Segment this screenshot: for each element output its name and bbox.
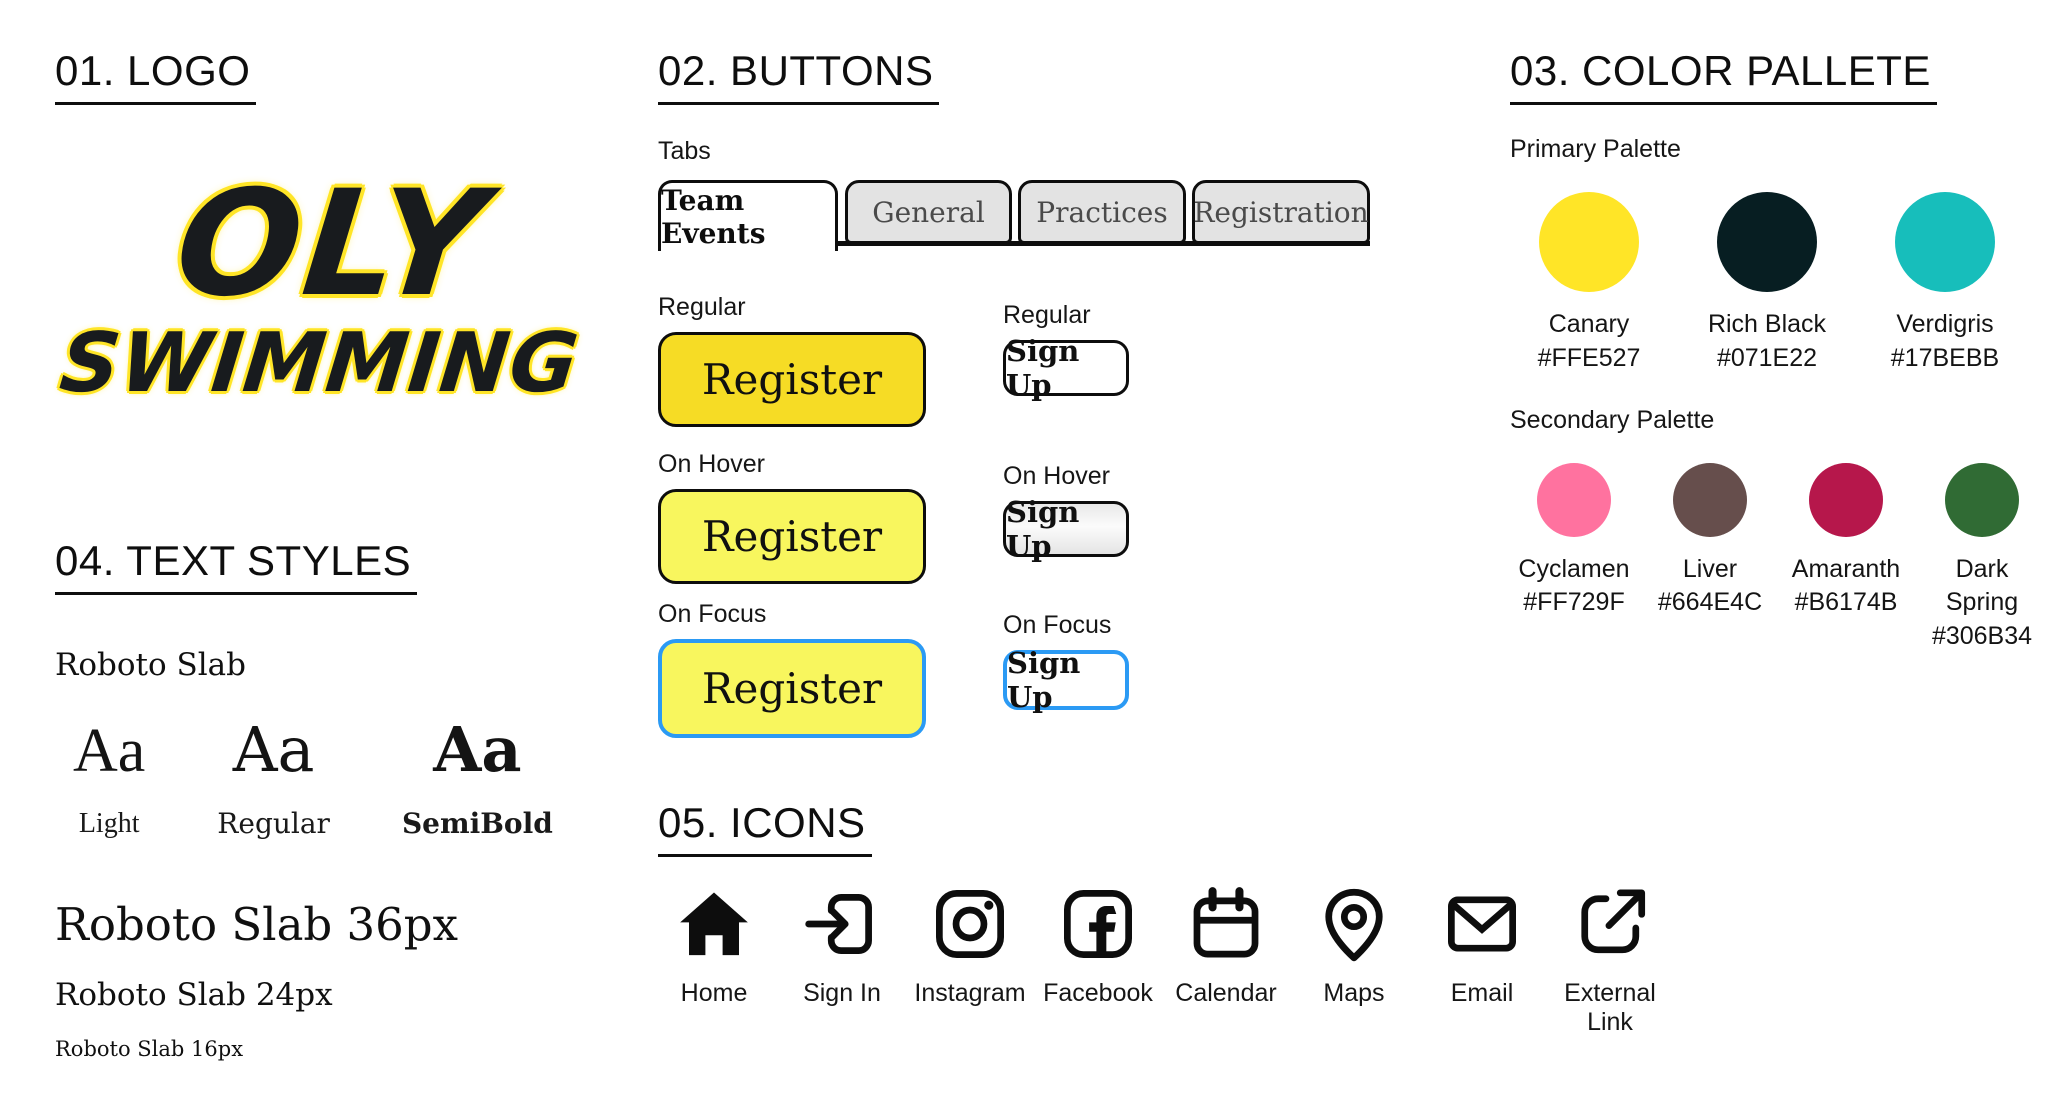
amaranth-color-dot: [1809, 463, 1883, 537]
swatch-canary: [1510, 192, 1668, 376]
icon-cell-external-link[interactable]: [1554, 881, 1666, 1037]
register-button-focus[interactable]: Register: [658, 639, 926, 738]
icon-cell-sign-in[interactable]: [786, 881, 898, 1008]
swatch-hex: #FF729F: [1523, 588, 1625, 617]
swatch-name: Liver: [1682, 554, 1738, 583]
verdigris-color-dot: [1895, 192, 1995, 292]
calendar-icon: [1183, 881, 1269, 967]
weight-sample-light: [73, 717, 146, 840]
type-size-36: Roboto Slab 36px: [55, 898, 458, 952]
icon-row: [658, 881, 1708, 1037]
icons-section: [658, 800, 1708, 1037]
cyclamen-color-dot: [1537, 463, 1611, 537]
swatch-verdigris: [1866, 192, 2024, 376]
instagram-icon: [927, 881, 1013, 967]
tab-practices[interactable]: Practices: [1018, 180, 1186, 244]
swatch-hex: #306B34: [1931, 622, 2033, 651]
weight-sample-regular: [217, 713, 330, 841]
icon-cell-maps[interactable]: [1298, 881, 1410, 1008]
external-link-icon: [1567, 881, 1653, 967]
icon-label: Facebook: [1043, 979, 1153, 1008]
font-weight-samples: [55, 713, 575, 841]
tab-general[interactable]: General: [845, 180, 1012, 244]
icon-label: Maps: [1323, 979, 1385, 1008]
icon-label: Sign In: [803, 979, 881, 1008]
icon-cell-instagram[interactable]: [914, 881, 1026, 1008]
signup-button-regular[interactable]: Sign Up: [1003, 340, 1129, 396]
logo-wordmark-oly: OLY: [168, 159, 496, 330]
liver-color-dot: [1673, 463, 1747, 537]
secondary-palette-label: Secondary Palette: [1510, 405, 1715, 434]
register-button-hover[interactable]: Register: [658, 489, 926, 584]
swatch-dark-spring: [1918, 463, 2046, 654]
dark-spring-color-dot: [1945, 463, 2019, 537]
register-button-regular[interactable]: Register: [658, 332, 926, 427]
email-icon: [1439, 881, 1525, 967]
swatch-liver: [1646, 463, 1774, 654]
tab-registration[interactable]: Registration: [1192, 180, 1370, 244]
weight-label: Light: [78, 808, 140, 840]
rich-black-color-dot: [1717, 192, 1817, 292]
canary-color-dot: [1539, 192, 1639, 292]
swatch-hex: #B6174B: [1794, 588, 1898, 617]
facebook-icon: [1055, 881, 1141, 967]
buttons-heading: 02. BUTTONS: [658, 48, 939, 105]
icon-label: Email: [1450, 979, 1514, 1008]
swatch-hex: #17BEBB: [1890, 343, 2000, 372]
swatch-hex: #664E4C: [1657, 588, 1763, 617]
buttons-section: [658, 48, 1428, 808]
signup-button-hover[interactable]: Sign Up: [1003, 501, 1129, 557]
signup-focus-state-label: On Focus: [1003, 611, 1112, 639]
icon-label: Home: [680, 979, 748, 1008]
type-size-24: Roboto Slab 24px: [55, 977, 333, 1014]
icon-label: External Link: [1564, 979, 1656, 1036]
logo-heading: 01. LOGO: [55, 48, 256, 105]
swatch-name: Amaranth: [1791, 554, 1901, 583]
tabs-label: Tabs: [658, 137, 711, 166]
primary-palette-row: [1510, 192, 2053, 376]
color-palette-section: [1510, 48, 2053, 654]
icon-cell-facebook[interactable]: [1042, 881, 1154, 1008]
swatch-hex: #071E22: [1716, 343, 1818, 372]
tab-bar: [658, 180, 1370, 251]
icons-heading: 05. ICONS: [658, 800, 872, 857]
text-styles-heading: 04. TEXT STYLES: [55, 538, 417, 595]
maps-icon: [1311, 881, 1397, 967]
type-size-16: Roboto Slab 16px: [55, 1037, 244, 1062]
font-family-label: Roboto Slab: [55, 647, 246, 684]
sign-in-icon: [799, 881, 885, 967]
signup-button-focus[interactable]: Sign Up: [1003, 650, 1129, 710]
swatch-hex: #FFE527: [1537, 343, 1641, 372]
icon-cell-home[interactable]: [658, 881, 770, 1008]
register-regular-state-label: Regular: [658, 293, 746, 321]
swatch-name: Cyclamen: [1518, 554, 1630, 583]
swatch-name: Dark Spring: [1945, 554, 2019, 617]
home-icon: [671, 881, 757, 967]
register-hover-state-label: On Hover: [658, 450, 765, 478]
primary-palette-label: Primary Palette: [1510, 135, 1681, 164]
icon-label: Calendar: [1175, 979, 1277, 1008]
swatch-amaranth: [1782, 463, 1910, 654]
aa-glyph: Aa: [73, 717, 146, 786]
text-styles-section: [55, 538, 575, 1061]
colors-heading: 03. COLOR PALLETE: [1510, 48, 1937, 105]
signup-hover-state-label: On Hover: [1003, 462, 1110, 490]
signup-regular-state-label: Regular: [1003, 301, 1091, 329]
swatch-name: Verdigris: [1896, 310, 1994, 339]
icon-label: Instagram: [914, 979, 1026, 1008]
aa-glyph: Aa: [232, 713, 315, 787]
logo-section: [55, 47, 600, 412]
swatch-name: Canary: [1548, 310, 1630, 339]
logo-wordmark-swimming: SWIMMING: [55, 316, 584, 412]
tab-team-events[interactable]: Team Events: [658, 180, 838, 251]
swatch-name: Rich Black: [1707, 310, 1827, 339]
icon-cell-calendar[interactable]: [1170, 881, 1282, 1008]
icon-cell-email[interactable]: [1426, 881, 1538, 1008]
aa-glyph: Aa: [433, 713, 522, 787]
register-focus-state-label: On Focus: [658, 600, 767, 628]
weight-label: SemiBold: [401, 807, 553, 841]
swatch-cyclamen: [1510, 463, 1638, 654]
oly-swimming-logo: [43, 159, 613, 412]
secondary-palette-row: [1510, 463, 2053, 654]
weight-label: Regular: [217, 807, 330, 841]
swatch-rich-black: [1688, 192, 1846, 376]
weight-sample-semibold: [401, 713, 553, 841]
